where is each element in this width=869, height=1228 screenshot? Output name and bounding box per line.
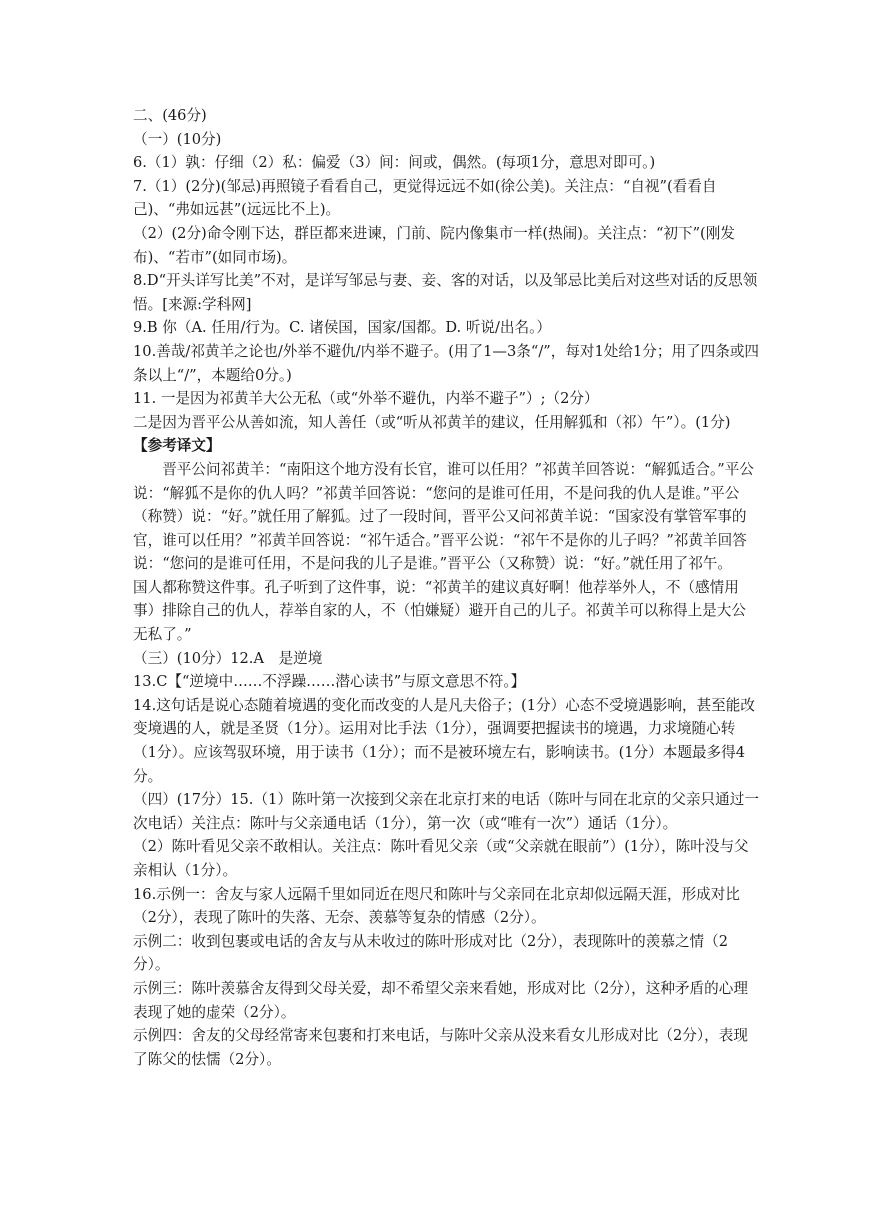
section-heading: 二、(46分) (133, 107, 207, 124)
answer-item: 10.善哉/祁黄羊之论也/外举不避仇/内举不避子。(用了1—3条“/”，每对1处给1分；用了四条或四条以上“/”，本题给0分。) (133, 342, 760, 384)
answer-item: （四）(17分）15.（1）陈叶第一次接到父亲在北京打来的电话（陈叶与同在北京的父亲只通过一次电话）关注点：陈叶与父亲通电话（1分），第一次（或“唯有一次”）通话（1分）。 (133, 791, 759, 832)
answer-item: 6.（1）孰：仔细（2）私：偏爱（3）间：间或，偶然。(每项1分，意思对即可。) (133, 154, 656, 172)
answer-item: 示例四：舍友的父母经常寄来包裹和打来电话，与陈叶父亲从没来看女儿形成对比（2分），表现了陈父的怯懦（2分）。 (133, 1027, 748, 1068)
answer-item: （2）陈叶看见父亲不敢相认。关注点：陈叶看见父亲（或“父亲就在眼前”）(1分），陈叶没与父亲相认（1分）。 (133, 838, 749, 879)
answer-item: 13.C【“逆境中……不浮躁……潜心读书”与原文意思不符。】 (133, 673, 526, 691)
subsection-heading: （一）(10分) (133, 130, 222, 148)
answer-item: 8.D“开头详写比美”不对，是详写邹忌与妻、妾、客的对话，以及邹忌比美后对这些对话的反思领悟。[来源:学科网] (133, 272, 758, 313)
translation-paragraph: 国人都称赞这件事。孔子听到了这件事，说：“祁黄羊的建议真好啊！他荐举外人，不（感情用事）排除自己的仇人，荐举自家的人，不（怕嫌疑）避开自己的儿子。祁黄羊可以称得上是大公无私了。” (133, 578, 746, 644)
translation-paragraph: 晋平公问祁黄羊：“南阳这个地方没有长官，谁可以任用？”祁黄羊回答说：“解狐适合。”平公说：“解狐不是你的仇人吗？”祁黄羊回答说：“您问的是谁可任用，不是问我的仇人是谁。”平公（称赞）说：“好。”就任用了解狐。过了一段时间，晋平公又问祁黄羊说：“国家没有掌管军事的官，谁可以任用？”祁黄羊回答说：“祁午适合。”晋平公说：“祁午不是你的儿子吗？”祁黄羊回答说：“您问的是谁可任用，不是问我的儿子是谁。”晋平公（又称赞）说：“好。”就任用了祁午。 (133, 460, 754, 573)
answer-item: （三）(10分）12.A 是逆境 (133, 649, 323, 667)
answer-item: 示例二：收到包裹或电话的舍友与从未收过的陈叶形成对比（2分），表现陈叶的羡慕之情（2分）。 (133, 932, 729, 974)
answer-item: 11. 一是因为祁黄羊大公无私（或“外举不避仇，内举不避子”）;（2分） (133, 390, 599, 408)
answer-item: 示例三：陈叶羡慕舍友得到父母关爱，却不希望父亲来看她，形成对比（2分），这种矛盾的心理表现了她的虚荣（2分）。 (133, 979, 748, 1021)
answer-item: 二是因为晋平公从善如流，知人善任（或“听从祁黄羊的建议，任用解狐和（祁）午”）。(1分) (133, 413, 731, 431)
answer-item: 16.示例一：舍友与家人远隔千里如同近在咫尺和陈叶与父亲同在北京却似远隔天涯，形成对比（2分），表现了陈叶的失落、无奈、羡慕等复杂的情感（2分）。 (133, 885, 740, 927)
translation-heading: 【参考译文】 (133, 437, 221, 455)
answer-item: 7.（1）(2分)(邹忌)再照镜子看看自己，更觉得远远不如(徐公美)。关注点：“自视”(看看自己)、“弗如远甚”(远远比不上)。 (133, 177, 717, 219)
answer-item: 9.B 你（A. 任用/行为。C. 诸侯国，国家/国都。D. 听说/出名。） (133, 319, 552, 337)
answer-item: 14.这句话是说心态随着境遇的变化而改变的人是凡夫俗子；(1分）心态不受境遇影响，甚至能改变境遇的人，就是圣贤（1分）。运用对比手法（1分），强调要把握读书的境遇，力求境随心转（1分）。应该驾驭环境，用于读书（1分）；而不是被环境左右，影响读书。(1分）本题最多得4分。 (133, 696, 755, 785)
answer-item: （2）(2分)命令刚下达，群臣都来进谏，门前、院内像集市一样(热闹)。关注点：“初下”(刚发布)、“若市”(如同市场)。 (133, 224, 735, 266)
